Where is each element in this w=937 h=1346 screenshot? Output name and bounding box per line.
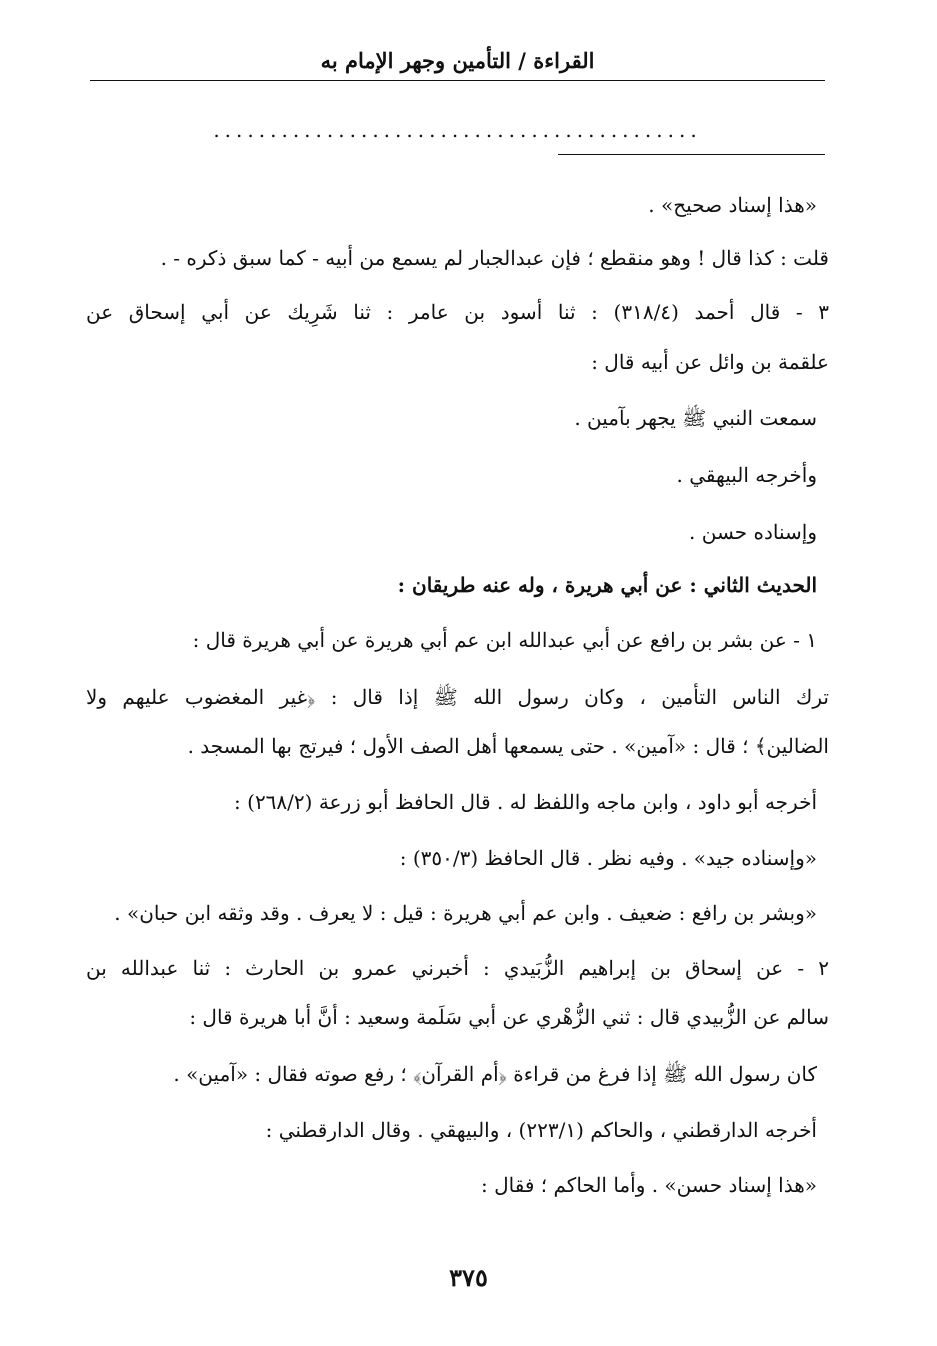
footnote-divider <box>558 154 825 155</box>
text-line-18: أخرجه الدارقطني ، والحاكم (٢٢٣/١) ، والبيهقي . وقال الدارقطني : <box>265 1118 817 1142</box>
text-line-17: كان رسول الله ﷺ إذا فرغ من قراءة ﴿أم القرآن﴾ ؛ رفع صوته فقال : «آمين» . <box>173 1062 817 1086</box>
text-line-15: ٢ - عن إسحاق بن إبراهيم الزُّبَيدي : أخبرني عمرو بن الحارث : ثنا عبدالله بن <box>86 956 829 980</box>
text-line-6: وأخرجه البيهقي . <box>676 463 817 487</box>
text-line-7: وإسناده حسن . <box>689 520 817 544</box>
header-divider <box>90 80 825 81</box>
text-line-9: ١ - عن بشر بن رافع عن أبي عبدالله ابن عم أبي هريرة عن أبي هريرة قال : <box>192 628 817 652</box>
text-line-13: «وإسناده جيد» . وفيه نظر . قال الحافظ (٣٥٠/٣) : <box>399 846 817 870</box>
text-line-3: ٣ - قال أحمد (٣١٨/٤) : ثنا أسود بن عامر : ثنا شَرِيك عن أبي إسحاق عن <box>86 300 829 324</box>
text-line-19: «هذا إسناد حسن» . وأما الحاكم ؛ فقال : <box>481 1173 817 1197</box>
text-line-16: سالم عن الزُّبيدي قال : ثني الزُّهْري عن أبي سَلَمة وسعيد : أنَّ أبا هريرة قال : <box>189 1005 829 1029</box>
text-line-10: ترك الناس التأمين ، وكان رسول الله ﷺ إذا قال : ﴿غير المغضوب عليهم ولا <box>86 685 829 709</box>
text-line-5: سمعت النبي ﷺ يجهر بآمين . <box>574 406 817 430</box>
text-line-2: قلت : كذا قال ! وهو منقطع ؛ فإن عبدالجبار لم يسمع من أبيه - كما سبق ذكره - . <box>160 246 829 270</box>
dotted-separator: ........................................... <box>213 118 702 142</box>
text-line-1: «هذا إسناد صحيح» . <box>648 193 817 217</box>
text-line-14: «وبشر بن رافع : ضعيف . وابن عم أبي هريرة : قيل : لا يعرف . وقد وثقه ابن حبان» . <box>114 901 817 925</box>
page-header-title: القراءة / التأمين وجهر الإمام به <box>320 48 595 73</box>
page-number: ٣٧٥ <box>449 1263 488 1292</box>
text-line-4: علقمة بن وائل عن أبيه قال : <box>591 350 829 374</box>
text-line-11: الضالين﴾ ؛ قال : «آمين» . حتى يسمعها أهل الصف الأول ؛ فيرتج بها المسجد . <box>187 734 829 758</box>
section-heading: الحديث الثاني : عن أبي هريرة ، وله عنه طريقان : <box>397 573 817 597</box>
text-line-12: أخرجه أبو داود ، وابن ماجه واللفظ له . قال الحافظ أبو زرعة (٢٦٨/٢) : <box>234 790 817 814</box>
